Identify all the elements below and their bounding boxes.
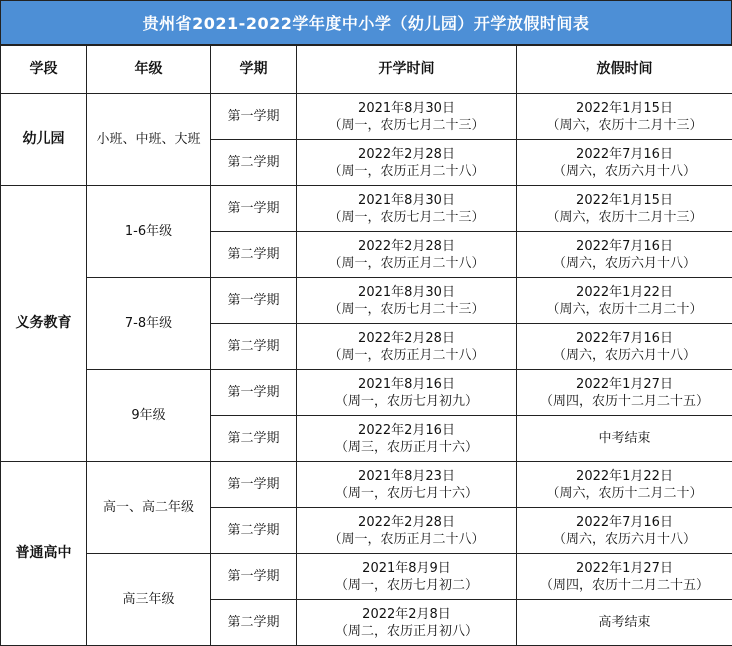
end-date-cell xyxy=(517,508,732,554)
term-cell: 第一学期 xyxy=(211,186,297,232)
start-date-line: 2022年2月28日 xyxy=(297,330,516,347)
end-date-line: （周六，农历六月十八） xyxy=(517,347,732,364)
start-date-line: 2022年2月16日 xyxy=(297,422,516,439)
end-date-line: 2022年7月16日 xyxy=(517,514,732,531)
table-row xyxy=(1,370,732,416)
term-cell: 第一学期 xyxy=(211,462,297,508)
end-date-line: （周四，农历十二月二十五） xyxy=(517,393,732,410)
end-date-line: 2022年1月22日 xyxy=(517,284,732,301)
end-date-line: 2022年1月15日 xyxy=(517,192,732,209)
start-date-cell xyxy=(297,140,517,186)
header-end-date: 放假时间 xyxy=(517,46,732,94)
table-row xyxy=(1,462,732,508)
start-date-line: （周一，农历正月二十八） xyxy=(297,163,516,180)
start-date-line: 2021年8月30日 xyxy=(297,192,516,209)
end-date-cell xyxy=(517,278,732,324)
start-date-line: （周二，农历正月初八） xyxy=(297,623,516,640)
end-date-cell xyxy=(517,324,732,370)
start-date-cell xyxy=(297,416,517,462)
term-cell: 第二学期 xyxy=(211,232,297,278)
start-date-line: （周一，农历七月二十三） xyxy=(297,209,516,226)
grade-cell: 1-6年级 xyxy=(87,186,211,278)
grade-cell: 高三年级 xyxy=(87,554,211,646)
end-date-line: 2022年1月15日 xyxy=(517,100,732,117)
start-date-cell xyxy=(297,232,517,278)
start-date-cell xyxy=(297,462,517,508)
grade-cell: 高一、高二年级 xyxy=(87,462,211,554)
stage-cell: 普通高中 xyxy=(1,462,87,646)
end-date-line: （周六，农历六月十八） xyxy=(517,255,732,272)
start-date-cell xyxy=(297,324,517,370)
term-cell: 第二学期 xyxy=(211,508,297,554)
start-date-line: 2021年8月9日 xyxy=(297,560,516,577)
header-row xyxy=(1,46,732,94)
end-date-line: 2022年7月16日 xyxy=(517,330,732,347)
term-cell: 第一学期 xyxy=(211,554,297,600)
end-date-cell xyxy=(517,186,732,232)
term-cell: 第二学期 xyxy=(211,600,297,646)
table-title: 贵州省2021-2022学年度中小学（幼儿园）开学放假时间表 xyxy=(0,0,732,45)
start-date-line: 2022年2月8日 xyxy=(297,606,516,623)
start-date-cell xyxy=(297,278,517,324)
start-date-line: 2021年8月23日 xyxy=(297,468,516,485)
end-date-cell xyxy=(517,232,732,278)
grade-cell: 7-8年级 xyxy=(87,278,211,370)
end-date-line: 2022年1月27日 xyxy=(517,376,732,393)
term-cell: 第二学期 xyxy=(211,324,297,370)
end-date-line: （周四，农历十二月二十五） xyxy=(517,577,732,594)
header-term: 学期 xyxy=(211,46,297,94)
start-date-cell xyxy=(297,370,517,416)
end-date-cell xyxy=(517,140,732,186)
start-date-line: （周一，农历七月十六） xyxy=(297,485,516,502)
end-date-cell xyxy=(517,94,732,140)
end-date-line: 2022年1月22日 xyxy=(517,468,732,485)
end-date-cell xyxy=(517,462,732,508)
stage-cell: 义务教育 xyxy=(1,186,87,462)
end-date-cell xyxy=(517,416,732,462)
end-date-line: （周六，农历六月十八） xyxy=(517,531,732,548)
start-date-cell xyxy=(297,508,517,554)
start-date-line: （周一，农历正月二十八） xyxy=(297,347,516,364)
grade-cell: 9年级 xyxy=(87,370,211,462)
start-date-line: （周一，农历正月二十八） xyxy=(297,531,516,548)
term-cell: 第二学期 xyxy=(211,416,297,462)
end-date-line: （周六，农历十二月十三） xyxy=(517,117,732,134)
table-row xyxy=(1,186,732,232)
start-date-line: 2021年8月30日 xyxy=(297,284,516,301)
header-start-date: 开学时间 xyxy=(297,46,517,94)
start-date-line: 2021年8月30日 xyxy=(297,100,516,117)
start-date-cell xyxy=(297,94,517,140)
table-row xyxy=(1,94,732,140)
start-date-line: 2022年2月28日 xyxy=(297,238,516,255)
header-grade: 年级 xyxy=(87,46,211,94)
header-stage: 学段 xyxy=(1,46,87,94)
start-date-line: （周一，农历七月二十三） xyxy=(297,117,516,134)
start-date-line: （周一，农历七月初二） xyxy=(297,577,516,594)
start-date-line: （周一，农历七月初九） xyxy=(297,393,516,410)
start-date-line: 2021年8月16日 xyxy=(297,376,516,393)
start-date-line: （周三，农历正月十六） xyxy=(297,439,516,456)
end-date-cell xyxy=(517,554,732,600)
start-date-line: （周一，农历七月二十三） xyxy=(297,301,516,318)
start-date-cell xyxy=(297,186,517,232)
end-date-cell xyxy=(517,370,732,416)
grade-cell: 小班、中班、大班 xyxy=(87,94,211,186)
start-date-line: 2022年2月28日 xyxy=(297,146,516,163)
schedule-table xyxy=(0,45,732,646)
end-date-line: （周六，农历六月十八） xyxy=(517,163,732,180)
term-cell: 第一学期 xyxy=(211,94,297,140)
end-date-line: （周六，农历十二月二十） xyxy=(517,301,732,318)
end-date-line: 2022年1月27日 xyxy=(517,560,732,577)
start-date-line: 2022年2月28日 xyxy=(297,514,516,531)
table-row xyxy=(1,554,732,600)
end-date-line: （周六，农历十二月十三） xyxy=(517,209,732,226)
term-cell: 第二学期 xyxy=(211,140,297,186)
term-cell: 第一学期 xyxy=(211,278,297,324)
end-date-line: 中考结束 xyxy=(517,430,732,447)
start-date-line: （周一，农历正月二十八） xyxy=(297,255,516,272)
start-date-cell xyxy=(297,600,517,646)
table-row xyxy=(1,278,732,324)
end-date-line: 2022年7月16日 xyxy=(517,146,732,163)
end-date-line: 高考结束 xyxy=(517,614,732,631)
end-date-line: 2022年7月16日 xyxy=(517,238,732,255)
start-date-cell xyxy=(297,554,517,600)
end-date-line: （周六，农历十二月二十） xyxy=(517,485,732,502)
end-date-cell xyxy=(517,600,732,646)
schedule-body xyxy=(1,94,732,646)
term-cell: 第一学期 xyxy=(211,370,297,416)
stage-cell: 幼儿园 xyxy=(1,94,87,186)
